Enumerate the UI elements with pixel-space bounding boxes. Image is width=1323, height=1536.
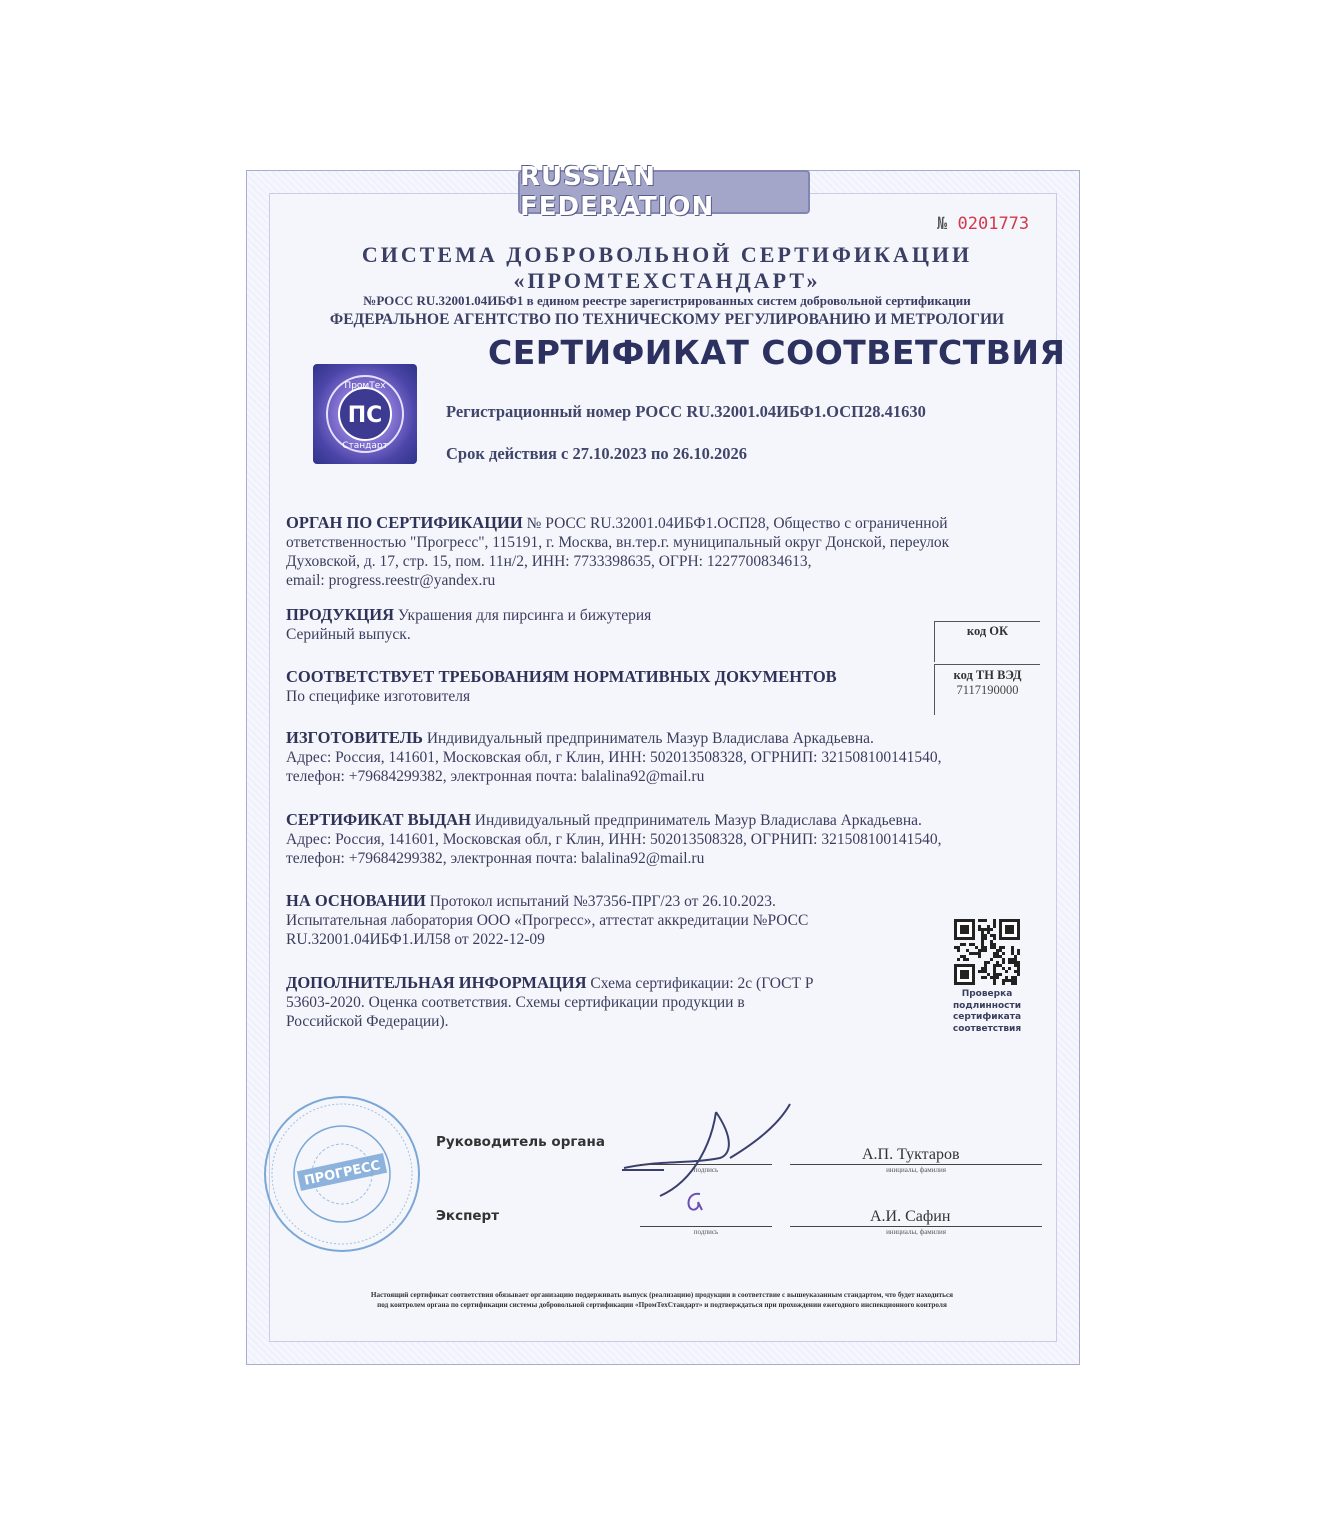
certification-body-line-1: № РОСС RU.32001.04ИБФ1.ОСП28, Общество с ограниченной [526,515,948,532]
registry-line: №РОСС RU.32001.04ИБФ1 в едином реестре зарегистрированных систем добровольной сертификации [363,293,971,308]
expert-name-caption: инициалы, фамилия [886,1228,946,1236]
certification-body-section [286,513,1046,590]
logo-top-text: ПромТех [344,381,386,391]
issued-to-address: Адрес: Россия, 141601, Московская обл, г Клин, ИНН: 502013508328, ОГРНИП: 321508100141540, [286,831,942,848]
footer-notice [296,1290,1028,1310]
issued-to-contacts: телефон: +79684299382, электронная почта: balalina92@mail.ru [286,850,705,867]
tnved-code-label: код ТН ВЭД [953,668,1022,682]
manufacturer-heading: ИЗГОТОВИТЕЛЬ [286,728,423,747]
conformity-heading: СООТВЕТСТВУЕТ ТРЕБОВАНИЯМ НОРМАТИВНЫХ ДОКУМЕНТОВ [286,667,837,686]
qr-caption [944,989,1030,1035]
product-heading: ПРОДУКЦИЯ [286,605,395,624]
stamp-text: ПРОГРЕСС [302,1158,382,1189]
certification-body-line-3: Духовской, д. 17, стр. 15, пом. 11н/2, ИНН: 7733398635, ОГРН: 1227700834613, [286,553,812,570]
basis-heading: НА ОСНОВАНИИ [286,891,426,910]
certification-body-heading: ОРГАН ПО СЕРТИФИКАЦИИ [286,513,523,532]
certification-body-line-4: email: progress.reestr@yandex.ru [286,572,496,589]
expert-role-label: Эксперт [436,1208,500,1224]
manufacturer-contacts: телефон: +79684299382, электронная почта: balalina92@mail.ru [286,768,705,785]
serial-value: 0201773 [957,214,1030,234]
banner-text: RUSSIAN FEDERATION [520,162,715,222]
logo-center-text: ПС [347,403,383,428]
additional-info-text: Схема сертификации: 2с (ГОСТ Р [590,975,814,992]
head-signature [620,1100,800,1210]
qr-caption-line: подлинности [952,1000,1022,1011]
verification-qr-code[interactable] [954,919,1020,985]
basis-line-3: RU.32001.04ИБФ1.ИЛ58 от 2022-12-09 [286,931,545,948]
qr-caption-line: соответствия [952,1023,1022,1034]
head-signature-line [640,1164,772,1165]
additional-info-heading: ДОПОЛНИТЕЛЬНАЯ ИНФОРМАЦИЯ [286,973,587,992]
qr-code-graphic [954,919,1020,985]
expert-signature-graphic [680,1188,710,1218]
product-line-2: Серийный выпуск. [286,626,411,643]
issued-to-section [286,810,1056,868]
expert-signature-caption: подпись [693,1228,719,1236]
tnved-code-box [934,664,1040,715]
additional-info-line-2: 53603-2020. Оценка соответствия. Схемы сертификации продукции в [286,994,745,1011]
manufacturer-section [286,728,1056,786]
footer-line: под контролем органа по сертификации системы добровольной сертификации «ПромТехСтандарт» и подтверждаться при прохождении ежегодного инспекционного контроля [377,1301,947,1309]
expert-signature-line [640,1226,772,1227]
serial-prefix: № [937,214,948,234]
certification-body-line-2: ответственностью "Прогресс", 115191, г. Москва, вн.тер.г. муниципальный округ Донской, переулок [286,534,950,551]
expert-name: А.И. Сафин [870,1208,951,1225]
head-signature-graphic [620,1100,800,1210]
product-text: Украшения для пирсинга и бижутерия [397,607,652,624]
qr-caption-line: сертификата [952,1012,1022,1022]
document-title: СЕРТИФИКАТ СООТВЕТСТВИЯ [488,333,1066,372]
system-name: «ПРОМТЕХСТАНДАРТ» [513,268,821,293]
organization-stamp [262,1094,422,1254]
additional-info-line-3: Российской Федерации). [286,1013,449,1030]
head-name: А.П. Туктаров [862,1146,960,1163]
footer-line: Настоящий сертификат соответствия обязывает организацию поддерживать выпуск (реализацию) продукции в соответствие с вышеуказанным стандартом, что будет находиться [370,1291,954,1299]
stamp-graphic [262,1094,422,1254]
qr-caption-line: Проверка [961,989,1013,999]
conformity-section [286,667,926,706]
conformity-text: По специфике изготовителя [286,688,471,705]
head-name-line [790,1164,1042,1165]
head-role-label: Руководитель органа [436,1134,605,1150]
okp-code-label: код ОК [966,624,1009,638]
serial-number [937,214,1029,234]
okp-code-box [934,621,1040,662]
basis-section [286,891,906,949]
product-section [286,605,926,644]
manufacturer-address: Адрес: Россия, 141601, Московская обл, г Клин, ИНН: 502013508328, ОГРНИП: 321508100141540, [286,749,942,766]
logo-bottom-text: Стандарт [342,441,388,451]
additional-info-section [286,973,906,1031]
head-name-caption: инициалы, фамилия [886,1166,946,1174]
registration-number: Регистрационный номер РОСС RU.32001.04ИБФ1.ОСП28.41630 [446,402,926,421]
expert-signature [680,1188,710,1218]
logo-graphic [313,364,417,464]
issued-to-heading: СЕРТИФИКАТ ВЫДАН [286,810,471,829]
system-title: СИСТЕМА ДОБРОВОЛЬНОЙ СЕРТИФИКАЦИИ [361,242,973,267]
agency-name: ФЕДЕРАЛЬНОЕ АГЕНТСТВО ПО ТЕХНИЧЕСКОМУ РЕГУЛИРОВАНИЮ И МЕТРОЛОГИИ [329,311,1005,328]
tnved-code-value: 7117190000 [956,683,1019,697]
expert-name-line [790,1226,1042,1227]
validity-period: Срок действия с 27.10.2023 по 26.10.2026 [446,444,748,463]
head-signature-caption: подпись [693,1166,719,1174]
country-banner [518,162,810,222]
promtekh-logo [313,364,417,464]
basis-text: Протокол испытаний №37356-ПРГ/23 от 26.10.2023. [429,893,776,910]
issued-to-text: Индивидуальный предприниматель Мазур Владислава Аркадьевна. [474,812,922,829]
manufacturer-text: Индивидуальный предприниматель Мазур Владислава Аркадьевна. [426,730,874,747]
basis-line-2: Испытательная лаборатория ООО «Прогресс», аттестат аккредитации №РОСС [286,912,809,929]
